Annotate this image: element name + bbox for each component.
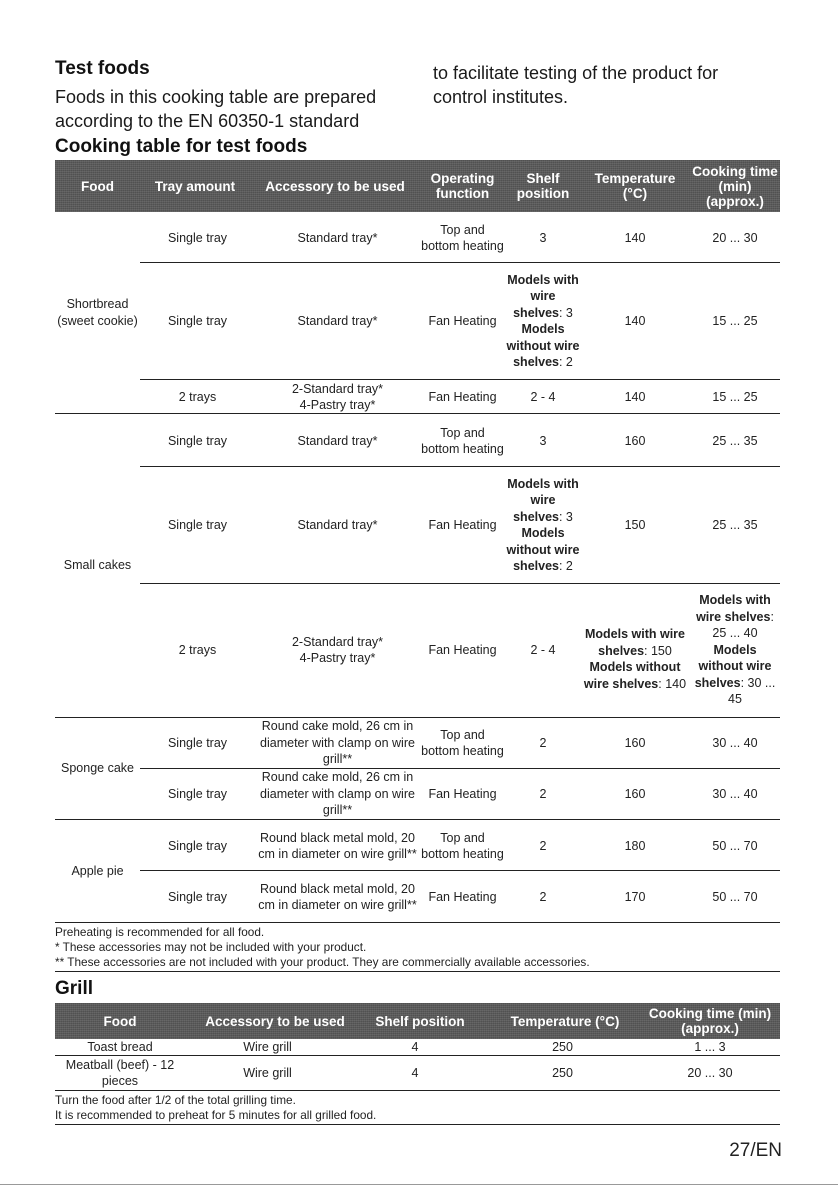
grill-header-shelf: Shelf position (375, 1013, 465, 1029)
grill-food-cell: Meatball (beef) - 12 pieces (65, 1057, 175, 1088)
grill-shelf-cell: 4 (411, 1039, 419, 1054)
note-commercial-accessories: ** These accessories are not included with your product. They are commercially available accessories. (55, 955, 590, 969)
row-divider (55, 819, 780, 820)
function-cell: Top and bottom heating (421, 425, 504, 456)
intro-text-left: Foods in this cooking table are prepared according to the EN 60350-1 standard (55, 87, 377, 131)
shelf-cell: 2 (539, 889, 547, 904)
tray-cell: Single tray (167, 838, 228, 853)
grill-time-cell: 20 ... 30 (687, 1065, 733, 1080)
function-cell: Fan Heating (428, 313, 497, 328)
time-cell: 30 ... 40 (712, 735, 758, 750)
food-shortbread: Shortbread (sweet cookie) (57, 297, 138, 328)
cooking-table-title: Cooking table for test foods (55, 136, 308, 157)
time-cell: Models with wire shelves: 25 ... 40 Models without wire shelves: 30 ... 45 (694, 593, 776, 707)
note-preheating: Preheating is recommended for all food. (55, 925, 265, 939)
temp-cell: 140 (624, 313, 646, 328)
function-cell: Fan Heating (428, 642, 497, 657)
grill-note-preheat: It is recommended to preheat for 5 minutes for all grilled food. (55, 1108, 377, 1122)
row-divider (140, 768, 780, 769)
header-tray-amount: Tray amount (154, 178, 236, 194)
grill-header-accessory: Accessory to be used (205, 1013, 345, 1029)
tray-cell: 2 trays (178, 642, 217, 657)
grill-accessory-cell: Wire grill (243, 1039, 292, 1054)
time-cell: 25 ... 35 (712, 433, 758, 448)
row-divider (140, 262, 780, 263)
grill-header-food: Food (103, 1013, 137, 1029)
accessory-cell: Standard tray* (297, 313, 378, 328)
temp-cell: 160 (624, 786, 646, 801)
grill-title: Grill (55, 978, 94, 999)
note-accessories-not-included: * These accessories may not be included with your product. (55, 940, 367, 954)
temp-cell: Models with wire shelves: 150 Models without wire shelves: 140 (583, 627, 687, 691)
grill-accessory-cell: Wire grill (243, 1065, 292, 1080)
tray-cell: Single tray (167, 433, 228, 448)
grill-shelf-cell: 4 (411, 1065, 419, 1080)
row-divider (55, 922, 780, 923)
tray-cell: Single tray (167, 735, 228, 750)
time-cell: 50 ... 70 (712, 889, 758, 904)
food-apple-pie: Apple pie (71, 863, 124, 878)
shelf-cell: 2 - 4 (530, 389, 556, 404)
time-cell: 25 ... 35 (712, 517, 758, 532)
function-cell: Fan Heating (428, 786, 497, 801)
accessory-cell: Standard tray* (297, 433, 378, 448)
tray-cell: Single tray (167, 230, 228, 245)
tray-cell: Single tray (167, 517, 228, 532)
tray-cell: Single tray (167, 889, 228, 904)
header-shelf-position: Shelf position (516, 171, 570, 201)
shelf-cell: 3 (539, 433, 547, 448)
function-cell: Fan Heating (428, 389, 497, 404)
tray-cell: Single tray (167, 786, 228, 801)
shelf-cell: 3 (539, 230, 547, 245)
accessory-cell: Round black metal mold, 20 cm in diameter on wire grill** (258, 881, 417, 912)
page-bottom-edge (0, 1184, 838, 1185)
function-cell: Top and bottom heating (421, 727, 504, 758)
temp-cell: 180 (624, 838, 646, 853)
cooking-table-header (55, 160, 780, 212)
test-foods-heading: Test foods (55, 58, 150, 79)
accessory-cell: 2-Standard tray* 4-Pastry tray* (291, 381, 384, 412)
shelf-cell: Models with wire shelves: 3 Models without wire shelves: 2 (506, 272, 580, 369)
row-divider (140, 870, 780, 871)
temp-cell: 160 (624, 433, 646, 448)
grill-table-header (55, 1003, 780, 1039)
accessory-cell: Standard tray* (297, 230, 378, 245)
time-cell: 20 ... 30 (712, 230, 758, 245)
accessory-cell: 2-Standard tray* 4-Pastry tray* (291, 634, 384, 665)
temp-cell: 140 (624, 230, 646, 245)
grill-notes-divider (55, 1124, 780, 1125)
notes-divider (55, 971, 780, 972)
shelf-cell: 2 - 4 (530, 642, 556, 657)
page-number: 27/EN (729, 1140, 782, 1161)
shelf-cell: 2 (539, 838, 547, 853)
time-cell: 15 ... 25 (712, 389, 758, 404)
grill-temp-cell: 250 (552, 1065, 573, 1080)
accessory-cell: Round cake mold, 26 cm in diameter with clamp on wire grill** (260, 719, 415, 767)
temp-cell: 160 (624, 735, 646, 750)
header-cooking-time: Cooking time (min) (approx.) (692, 163, 778, 209)
function-cell: Fan Heating (428, 889, 497, 904)
accessory-cell: Standard tray* (297, 517, 378, 532)
time-cell: 15 ... 25 (712, 313, 758, 328)
function-cell: Fan Heating (428, 517, 497, 532)
header-operating-function: Operating function (430, 171, 495, 201)
temp-cell: 140 (624, 389, 646, 404)
grill-note-turn: Turn the food after 1/2 of the total grilling time. (55, 1093, 296, 1107)
grill-food-cell: Toast bread (87, 1039, 153, 1054)
row-divider (55, 717, 780, 718)
row-divider (140, 583, 780, 584)
grill-time-cell: 1 ... 3 (694, 1039, 726, 1054)
row-divider (140, 379, 780, 380)
header-food: Food (81, 178, 114, 194)
temp-cell: 170 (624, 889, 646, 904)
food-sponge-cake: Sponge cake (61, 760, 134, 775)
row-divider (140, 466, 780, 467)
time-cell: 30 ... 40 (712, 786, 758, 801)
food-small-cakes: Small cakes (63, 557, 132, 572)
tray-cell: Single tray (167, 313, 228, 328)
function-cell: Top and bottom heating (421, 830, 504, 861)
function-cell: Top and bottom heating (421, 222, 504, 253)
shelf-cell: 2 (539, 735, 547, 750)
time-cell: 50 ... 70 (712, 838, 758, 853)
row-divider (55, 413, 780, 414)
header-accessory: Accessory to be used (265, 178, 405, 194)
temp-cell: 150 (624, 517, 646, 532)
header-temperature: Temperature (°C) (594, 171, 676, 201)
shelf-cell: Models with wire shelves: 3 Models without wire shelves: 2 (506, 476, 580, 573)
intro-text-right: to facilitate testing of the product for control institutes. (433, 63, 719, 107)
shelf-cell: 2 (539, 786, 547, 801)
accessory-cell: Round black metal mold, 20 cm in diameter on wire grill** (258, 830, 417, 861)
tray-cell: 2 trays (178, 389, 217, 404)
grill-header-cooking-time: Cooking time (min) (approx.) (648, 1006, 772, 1036)
grill-header-temperature: Temperature (°C) (510, 1013, 620, 1029)
accessory-cell: Round cake mold, 26 cm in diameter with clamp on wire grill** (260, 770, 415, 818)
row-divider (55, 1090, 780, 1091)
grill-temp-cell: 250 (552, 1039, 573, 1054)
